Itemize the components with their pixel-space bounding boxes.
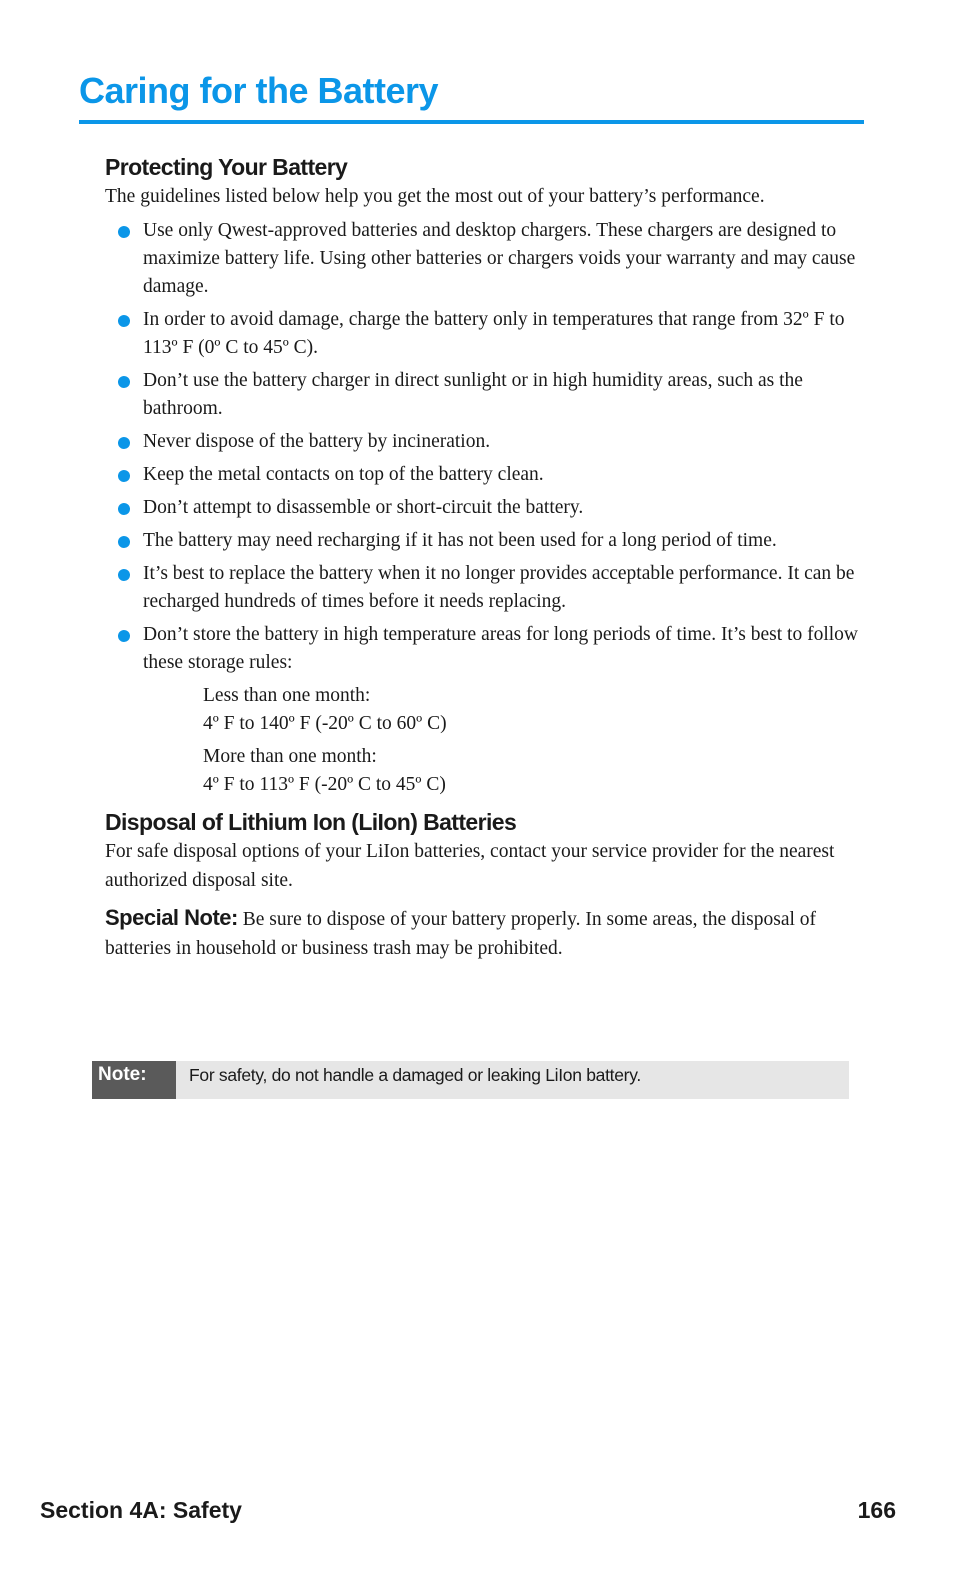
list-item	[105, 306, 870, 362]
storage-rule	[203, 743, 870, 799]
list-item-text: Don’t attempt to disassemble or short-circuit the battery.	[143, 497, 584, 518]
list-item	[105, 217, 870, 301]
list-item	[105, 621, 870, 677]
page-number: 166	[857, 1497, 896, 1523]
list-item-text: The battery may need recharging if it has not been used for a long period of time.	[143, 530, 777, 551]
storage-rule-range: 4º F to 140º F (-20º C to 60º C)	[203, 713, 447, 734]
note-text: For safety, do not handle a damaged or leaking LiIon battery.	[189, 1065, 641, 1085]
list-item-text: Don’t store the battery in high temperature areas for long periods of time. It’s best to follow these storage rules:	[143, 624, 858, 673]
bullet-icon	[118, 536, 130, 548]
list-item	[105, 461, 870, 489]
list-item-text: In order to avoid damage, charge the battery only in temperatures that range from 32º F to 113º F (0º C to 45º C).	[143, 309, 845, 358]
disposal-paragraph: For safe disposal options of your LiIon batteries, contact your service provider for the nearest authorized disposal site.	[105, 841, 835, 891]
bullet-icon	[118, 437, 130, 449]
list-item-text: Don’t use the battery charger in direct sunlight or in high humidity areas, such as the bathroom.	[143, 370, 803, 419]
list-item	[105, 428, 870, 456]
bullet-icon	[118, 376, 130, 388]
storage-rule	[203, 682, 870, 738]
storage-rule-label: Less than one month:	[203, 685, 371, 706]
list-item	[105, 560, 870, 616]
note-box	[92, 1061, 849, 1099]
storage-rules	[203, 682, 870, 799]
storage-rule-range: 4º F to 113º F (-20º C to 45º C)	[203, 774, 446, 795]
special-note-label: Special Note:	[105, 905, 238, 930]
bullet-icon	[118, 569, 130, 581]
list-item-text: Never dispose of the battery by incineration.	[143, 431, 491, 452]
page-title: Caring for the Battery	[79, 70, 439, 111]
page-content	[105, 152, 870, 963]
guidelines-list	[105, 217, 870, 677]
storage-rule-label: More than one month:	[203, 746, 377, 767]
bullet-icon	[118, 503, 130, 515]
title-rule	[79, 120, 864, 124]
special-note-text: Be sure to dispose of your battery properly. In some areas, the disposal of batteries in household or business trash may be prohibited.	[105, 909, 817, 959]
list-item	[105, 367, 870, 423]
bullet-icon	[118, 315, 130, 327]
note-label: Note:	[92, 1061, 176, 1099]
footer-section-label: Section 4A: Safety	[40, 1497, 242, 1523]
special-note-paragraph	[105, 903, 870, 963]
bullet-icon	[118, 630, 130, 642]
list-item	[105, 527, 870, 555]
list-item	[105, 494, 870, 522]
list-item-text: Use only Qwest-approved batteries and desktop chargers. These chargers are designed to maximize battery life. Using other batteries or chargers voids your warranty and may cause damage.	[143, 220, 856, 297]
section-heading-protecting: Protecting Your Battery	[105, 154, 348, 180]
bullet-icon	[118, 470, 130, 482]
list-item-text: Keep the metal contacts on top of the battery clean.	[143, 464, 544, 485]
list-item-text: It’s best to replace the battery when it no longer provides acceptable performance. It can be recharged hundreds of times before it needs replacing.	[143, 563, 855, 612]
section-heading-disposal: Disposal of Lithium Ion (LiIon) Batteries	[105, 809, 517, 835]
bullet-icon	[118, 226, 130, 238]
intro-paragraph: The guidelines listed below help you get the most out of your battery’s performance.	[105, 186, 765, 207]
